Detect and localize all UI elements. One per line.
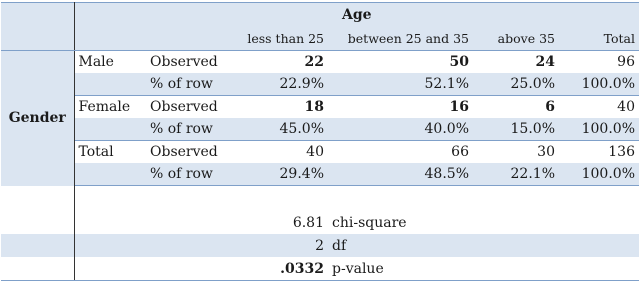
group-label: Male [78, 54, 114, 70]
observed-cell: 96 [617, 54, 635, 70]
table-row [1, 118, 639, 141]
stat-type-label: % of row [146, 163, 222, 186]
col-header-above-35: above 35 [473, 27, 559, 51]
p-value-value: .0332 [222, 257, 328, 281]
pct-cell: 22.1% [473, 163, 559, 186]
observed-cell: 6 [473, 96, 559, 119]
stat-type-label: % of row [146, 73, 222, 96]
group-label: Total [74, 141, 146, 164]
spacer-row [1, 186, 639, 212]
stat-type-label: Observed [146, 141, 222, 164]
pct-cell: 100.0% [559, 118, 639, 141]
pct-cell: 25.0% [473, 73, 559, 96]
df-label: df [328, 234, 473, 257]
age-header-row [1, 3, 639, 28]
pct-cell: 40.0% [328, 118, 473, 141]
observed-cell: 18 [222, 96, 328, 119]
pct-cell: 29.4% [222, 163, 328, 186]
pct-cell: 48.5% [328, 163, 473, 186]
table-row [1, 96, 639, 119]
observed-cell: 24 [535, 54, 555, 70]
col-header-between-25-35: between 25 and 35 [328, 27, 473, 51]
observed-cell: 30 [473, 141, 559, 164]
stat-row [1, 234, 639, 257]
pct-cell: 15.0% [473, 118, 559, 141]
observed-cell: 66 [328, 141, 473, 164]
pct-cell: 52.1% [328, 73, 473, 96]
pct-cell: 100.0% [559, 73, 639, 96]
observed-cell: 22 [304, 54, 324, 70]
col-header-less-than-25: less than 25 [222, 27, 328, 51]
column-header-row [1, 27, 639, 51]
stat-type-label: Observed [146, 96, 222, 119]
observed-cell: 16 [328, 96, 473, 119]
observed-cell: 40 [559, 96, 639, 119]
chi-square-label: chi-square [332, 214, 407, 231]
group-label: Female [74, 96, 146, 119]
observed-cell: 136 [559, 141, 639, 164]
observed-cell: 40 [222, 141, 328, 164]
crosstab-table [1, 2, 639, 281]
p-value-label: p-value [328, 257, 473, 281]
table-row [1, 141, 639, 164]
stat-type-label: % of row [146, 118, 222, 141]
table-row [1, 163, 639, 186]
table-row [1, 73, 639, 96]
age-header: Age [74, 3, 639, 28]
pct-cell: 22.9% [222, 73, 328, 96]
chi-square-value: 6.81 [292, 214, 324, 231]
df-value: 2 [222, 234, 328, 257]
pct-cell: 100.0% [559, 163, 639, 186]
col-header-total: Total [559, 27, 639, 51]
observed-cell: 50 [449, 54, 469, 70]
pct-cell: 45.0% [222, 118, 328, 141]
stat-type-label: Observed [150, 54, 218, 70]
table-row [1, 51, 639, 74]
stat-row [1, 257, 639, 281]
gender-label: Gender [1, 51, 74, 186]
stat-row [1, 211, 639, 234]
